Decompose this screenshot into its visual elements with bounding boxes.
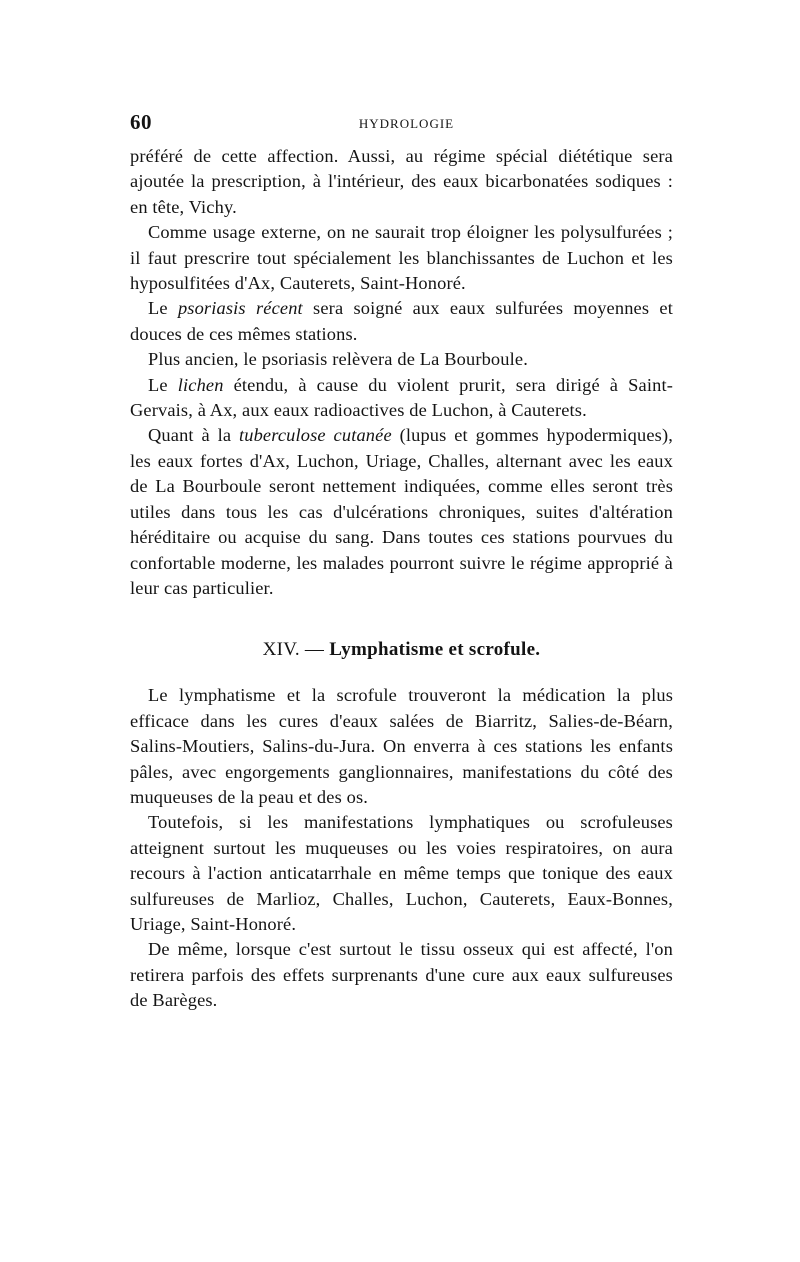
text-segment: Le <box>148 298 178 319</box>
paragraph-psoriasis-recent <box>130 296 673 347</box>
running-head <box>130 110 673 140</box>
book-page <box>130 110 673 1014</box>
paragraph-continued: préféré de cette affection. Aussi, au régime spécial diététique sera ajoutée la prescription, à l'intérieur, des eaux bicarbonatées sodiques : en tête, Vichy. <box>130 146 673 217</box>
text-segment: Le <box>148 374 178 395</box>
paragraph-mucous: Toutefois, si les manifestations lymphatiques ou scrofuleuses atteignent surtout les muqueuses ou les voies respiratoires, on aura recours à l'action anticatarrhale en même temps que tonique des eaux sulfureuses de Marlioz, Challes, Luchon, Cauterets, Eaux-Bonnes, Uriage, Saint-Honoré. <box>130 812 673 934</box>
paragraph-external-use: Comme usage externe, on ne saurait trop éloigner les polysulfurées ; il faut prescrire tout spécialement les blanchissantes de Luchon et les hyposulfitées d'Ax, Cauterets, Saint-Honoré. <box>130 222 673 294</box>
page-number: 60 <box>130 110 152 134</box>
italic-term: lichen <box>177 374 224 395</box>
italic-term: tuberculose cutanée <box>238 425 392 446</box>
paragraph-tuberculosis <box>130 423 673 601</box>
text-segment: sera soigné aux eaux sulfurées moyennes et douces de ces mêmes stations. <box>130 298 673 344</box>
text-segment: (lupus et gommes hypodermiques), les eaux fortes d'Ax, Luchon, Uriage, Challes, alternant avec les eaux de La Bourboule seront nettement indiquées, comme elles seront très utiles dans tous les cas d'ulcérations chroniques, suites d'altération héréditaire ou acquise du sang. Dans toutes ces stations pourvues du confortable moderne, les malades pourront suivre le régime approprié à leur cas particulier. <box>130 425 673 598</box>
paragraph-lymphatism: Le lymphatisme et la scrofule trouveront la médication la plus efficace dans les cures d'eaux salées de Biarritz, Salies-de-Béarn, Salins-Moutiers, Salins-du-Jura. On enverra à ces stations les enfants pâles, avec engorgements ganglionnaires, manifestations du côté des muqueuses de la peau et des os. <box>130 685 673 807</box>
paragraph-psoriasis-old: Plus ancien, le psoriasis relèvera de La Bourboule. <box>148 349 528 370</box>
italic-term: psoriasis récent <box>177 298 303 319</box>
section-heading <box>130 637 673 663</box>
running-title: HYDROLOGIE <box>358 116 455 131</box>
text-segment: étendu, à cause du violent prurit, sera dirigé à Saint-Gervais, à Ax, aux eaux radioactives de Luchon, à Cauterets. <box>130 374 673 421</box>
section-number: XIV. — <box>262 639 330 661</box>
paragraph-lichen <box>130 373 673 424</box>
section-title: Lymphatisme et scrofule. <box>329 639 541 661</box>
text-segment: Quant à la <box>148 425 239 446</box>
paragraph-bone: De même, lorsque c'est surtout le tissu osseux qui est affecté, l'on retirera parfois des effets surprenants d'une cure aux eaux sulfureuses de Barèges. <box>130 939 673 1011</box>
